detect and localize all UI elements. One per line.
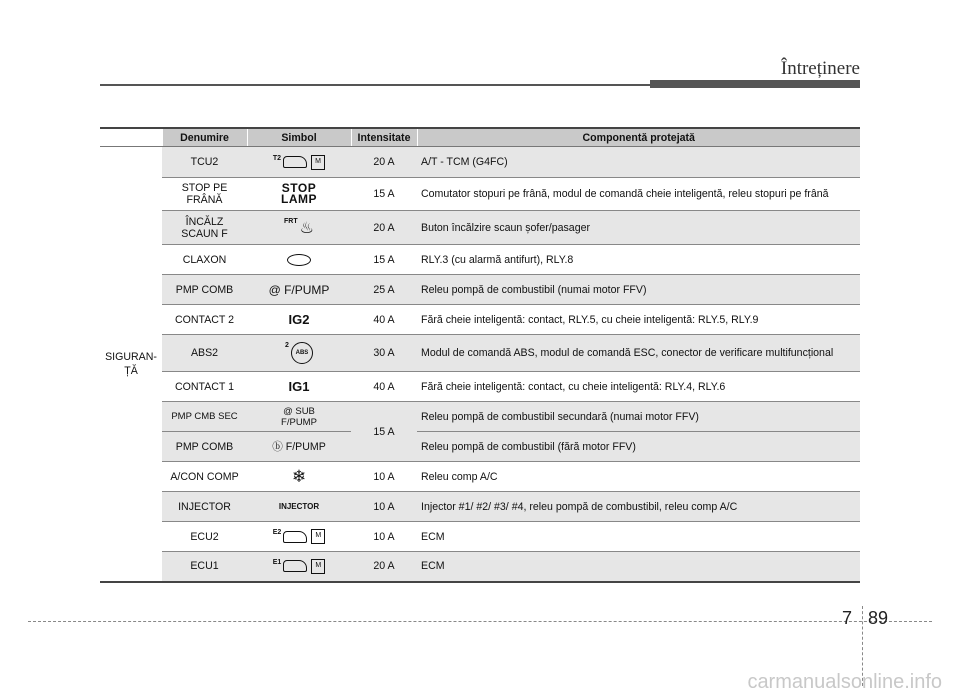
fuse-name: CONTACT 2	[162, 305, 247, 335]
category-cell: SIGURAN- ȚĂ	[100, 147, 162, 582]
section-number: 7	[842, 608, 853, 628]
fuse-amp: 15 A	[351, 402, 417, 462]
header-bar	[650, 80, 860, 88]
fuse-name: CONTACT 1	[162, 372, 247, 402]
fuse-symbol: E1 M	[247, 552, 351, 582]
fuse-symbol: INJECTOR	[247, 492, 351, 522]
section-title: Întreținere	[780, 58, 860, 79]
fuse-symbol: T2 M	[247, 147, 351, 178]
fuse-name: A/CON COMP	[162, 462, 247, 492]
horn-icon	[287, 254, 311, 266]
fuse-symbol: @ F/PUMP	[247, 275, 351, 305]
fuse-component: Releu pompă de combustibil (fără motor FFV)	[417, 432, 860, 462]
col-header-symbol: Simbol	[247, 128, 351, 147]
watermark: carmanualsonline.info	[747, 671, 942, 693]
manual-icon: M	[311, 529, 325, 544]
fuse-symbol: E2 M	[247, 522, 351, 552]
fuse-amp: 20 A	[351, 552, 417, 582]
col-header-component: Componentă protejată	[417, 128, 860, 147]
fuse-component: Injector #1/ #2/ #3/ #4, releu pompă de combustibil, releu comp A/C	[417, 492, 860, 522]
manual-icon: M	[311, 155, 325, 170]
fuse-name: ÎNCĂLZ SCAUN F	[162, 211, 247, 245]
fuse-component: Releu pompă de combustibil secundară (numai motor FFV)	[417, 402, 860, 432]
fuse-symbol: ⓑ F/PUMP	[247, 432, 351, 462]
fuse-component: A/T - TCM (G4FC)	[417, 147, 860, 178]
fuse-component: Modul de comandă ABS, modul de comandă ESC, conector de verificare multifuncțional	[417, 335, 860, 372]
fuse-amp: 40 A	[351, 305, 417, 335]
page-number: 89	[868, 608, 889, 628]
fuse-name: PMP CMB SEC	[162, 402, 247, 432]
col-header-name: Denumire	[162, 128, 247, 147]
fuse-symbol: IG1	[247, 372, 351, 402]
fuse-amp: 25 A	[351, 275, 417, 305]
fuse-symbol: @ SUB F/PUMP	[247, 402, 351, 432]
fuse-symbol	[247, 245, 351, 275]
fuse-name: ABS2	[162, 335, 247, 372]
fuse-component: ECM	[417, 522, 860, 552]
fuse-amp: 15 A	[351, 245, 417, 275]
car-icon	[283, 531, 307, 543]
fuse-name: TCU2	[162, 147, 247, 178]
fuse-component: Releu pompă de combustibil (numai motor FFV)	[417, 275, 860, 305]
fuse-amp: 30 A	[351, 335, 417, 372]
car-icon	[283, 560, 307, 572]
heated-seat-icon: ♨	[299, 219, 314, 237]
fuse-component: Buton încălzire scaun șofer/pasager	[417, 211, 860, 245]
col-header-amp: Intensitate	[351, 128, 417, 147]
fuse-symbol: FRT ♨	[247, 211, 351, 245]
fuse-amp: 20 A	[351, 211, 417, 245]
fuse-component: Fără cheie inteligentă: contact, RLY.5, cu cheie inteligentă: RLY.5, RLY.9	[417, 305, 860, 335]
stop-lamp-icon: STOP LAMP	[281, 181, 317, 206]
col-header-category	[100, 128, 162, 147]
fuse-symbol	[247, 178, 351, 211]
manual-icon: M	[311, 559, 325, 574]
fuse-name: STOP PE FRÂNĂ	[162, 178, 247, 211]
fuse-name: CLAXON	[162, 245, 247, 275]
abs-icon: ABS	[291, 342, 313, 364]
footer-rule	[28, 621, 932, 622]
fuse-name: ECU2	[162, 522, 247, 552]
fuse-symbol: 2 ABS	[247, 335, 351, 372]
fuse-component: Fără cheie inteligentă: contact, cu cheie inteligentă: RLY.4, RLY.6	[417, 372, 860, 402]
fuse-name: ECU1	[162, 552, 247, 582]
fuse-symbol	[247, 462, 351, 492]
fuse-component: ECM	[417, 552, 860, 582]
fuse-component: Releu comp A/C	[417, 462, 860, 492]
car-icon	[283, 156, 307, 168]
fuse-amp: 10 A	[351, 462, 417, 492]
fuse-name: INJECTOR	[162, 492, 247, 522]
fuse-name: PMP COMB	[162, 275, 247, 305]
fuse-amp: 10 A	[351, 522, 417, 552]
snowflake-icon: ❄	[291, 466, 307, 486]
fuse-component: RLY.3 (cu alarmă antifurt), RLY.8	[417, 245, 860, 275]
fuse-table	[100, 127, 860, 583]
fuse-amp: 40 A	[351, 372, 417, 402]
fuse-symbol: IG2	[247, 305, 351, 335]
fuse-amp: 15 A	[351, 178, 417, 211]
fuse-amp: 10 A	[351, 492, 417, 522]
fuse-amp: 20 A	[351, 147, 417, 178]
fuse-component: Comutator stopuri pe frână, modul de comandă cheie inteligentă, releu stopuri pe frână	[417, 178, 860, 211]
fuse-name: PMP COMB	[162, 432, 247, 462]
